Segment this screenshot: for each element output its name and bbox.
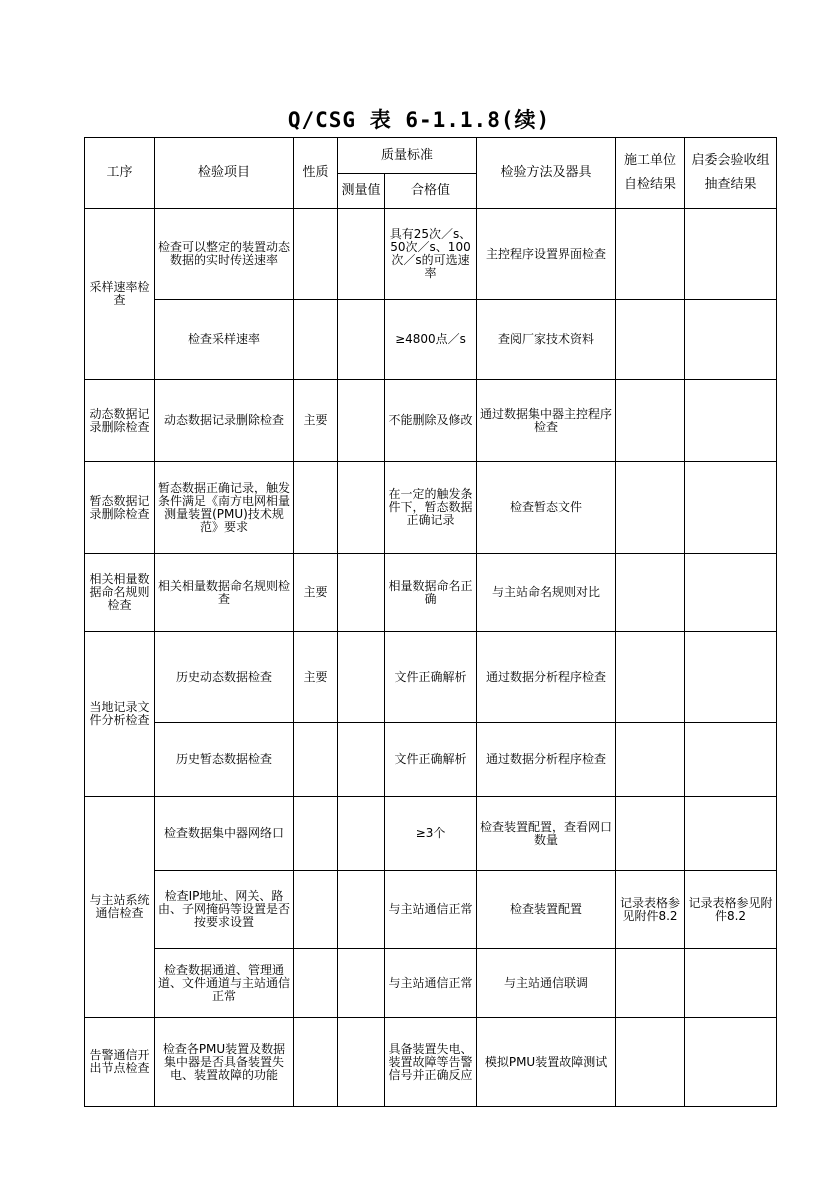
process-cell: 动态数据记录删除检查 <box>85 380 155 462</box>
nature-cell <box>294 462 338 554</box>
committee-result-cell <box>685 1018 777 1107</box>
nature-cell <box>294 723 338 797</box>
nature-cell: 主要 <box>294 380 338 462</box>
method-cell: 检查装置配置 <box>477 871 616 949</box>
table-row <box>85 871 777 949</box>
committee-result-cell <box>685 632 777 723</box>
method-cell: 与主站通信联调 <box>477 949 616 1018</box>
standard-cell: 具备装置失电、装置故障等告警信号并正确反应 <box>385 1018 477 1107</box>
process-cell: 告警通信开出节点检查 <box>85 1018 155 1107</box>
standard-cell: ≥4800点／s <box>385 300 477 380</box>
committee-result-cell <box>685 797 777 871</box>
item-cell: 历史动态数据检查 <box>155 632 294 723</box>
item-cell: 相关相量数据命名规则检查 <box>155 554 294 632</box>
nature-cell <box>294 871 338 949</box>
contractor-result-cell: 记录表格参见附件8.2 <box>616 871 685 949</box>
inspection-table <box>84 137 777 1107</box>
nature-cell <box>294 797 338 871</box>
standard-cell: 具有25次／s、50次／s、100次／s的可选速率 <box>385 209 477 300</box>
measured-cell <box>338 209 385 300</box>
measured-cell <box>338 797 385 871</box>
item-cell: 检查数据集中器网络口 <box>155 797 294 871</box>
committee-result-cell <box>685 209 777 300</box>
measured-cell <box>338 462 385 554</box>
committee-result-cell <box>685 380 777 462</box>
process-cell: 采样速率检查 <box>85 209 155 380</box>
method-cell: 检查装置配置，查看网口数量 <box>477 797 616 871</box>
header-nature: 性质 <box>294 138 338 209</box>
process-cell: 相关相量数据命名规则检查 <box>85 554 155 632</box>
measured-cell <box>338 871 385 949</box>
process-cell: 与主站系统通信检查 <box>85 797 155 1018</box>
measured-cell <box>338 300 385 380</box>
method-cell: 主控程序设置界面检查 <box>477 209 616 300</box>
contractor-result-cell <box>616 723 685 797</box>
measured-cell <box>338 632 385 723</box>
standard-cell: 不能删除及修改 <box>385 380 477 462</box>
item-cell: 历史暂态数据检查 <box>155 723 294 797</box>
item-cell: 动态数据记录删除检查 <box>155 380 294 462</box>
table-row <box>85 300 777 380</box>
method-cell: 与主站命名规则对比 <box>477 554 616 632</box>
standard-cell: ≥3个 <box>385 797 477 871</box>
table-row <box>85 209 777 300</box>
item-cell: 检查IP地址、网关、路由、子网掩码等设置是否按要求设置 <box>155 871 294 949</box>
measured-cell <box>338 1018 385 1107</box>
committee-result-cell: 记录表格参见附件8.2 <box>685 871 777 949</box>
standard-cell: 在一定的触发条件下，暂态数据正确记录 <box>385 462 477 554</box>
method-cell: 通过数据分析程序检查 <box>477 723 616 797</box>
contractor-result-cell <box>616 209 685 300</box>
measured-cell <box>338 554 385 632</box>
committee-result-cell <box>685 462 777 554</box>
header-item: 检验项目 <box>155 138 294 209</box>
method-cell: 通过数据集中器主控程序检查 <box>477 380 616 462</box>
header-qualified: 合格值 <box>385 174 477 209</box>
nature-cell <box>294 209 338 300</box>
nature-cell <box>294 949 338 1018</box>
committee-result-cell <box>685 554 777 632</box>
header-row <box>85 138 777 174</box>
item-cell: 检查采样速率 <box>155 300 294 380</box>
method-cell: 通过数据分析程序检查 <box>477 632 616 723</box>
nature-cell: 主要 <box>294 554 338 632</box>
contractor-result-cell <box>616 554 685 632</box>
process-cell: 暂态数据记录删除检查 <box>85 462 155 554</box>
measured-cell <box>338 380 385 462</box>
table-row <box>85 632 777 723</box>
table-row <box>85 462 777 554</box>
table-row <box>85 1018 777 1107</box>
header-measured: 测量值 <box>338 174 385 209</box>
contractor-result-cell <box>616 1018 685 1107</box>
method-cell: 模拟PMU装置故障测试 <box>477 1018 616 1107</box>
table-row <box>85 797 777 871</box>
contractor-result-cell <box>616 380 685 462</box>
contractor-result-cell <box>616 797 685 871</box>
nature-cell: 主要 <box>294 632 338 723</box>
table-row <box>85 723 777 797</box>
contractor-result-cell <box>616 949 685 1018</box>
table-row <box>85 554 777 632</box>
table-row <box>85 949 777 1018</box>
header-committee-result: 启委会验收组抽查结果 <box>685 138 777 209</box>
nature-cell <box>294 300 338 380</box>
page-title: Q/CSG 表 6-1.1.8(续) <box>287 108 551 132</box>
contractor-result-cell <box>616 300 685 380</box>
contractor-result-cell <box>616 462 685 554</box>
measured-cell <box>338 723 385 797</box>
contractor-result-cell <box>616 632 685 723</box>
committee-result-cell <box>685 949 777 1018</box>
standard-cell: 文件正确解析 <box>385 632 477 723</box>
table-row <box>85 380 777 462</box>
header-contractor-result: 施工单位自检结果 <box>616 138 685 209</box>
header-process: 工序 <box>85 138 155 209</box>
item-cell: 检查各PMU装置及数据集中器是否具备装置失电、装置故障的功能 <box>155 1018 294 1107</box>
process-cell: 当地记录文件分析检查 <box>85 632 155 797</box>
method-cell: 检查暂态文件 <box>477 462 616 554</box>
measured-cell <box>338 949 385 1018</box>
header-quality-standard: 质量标准 <box>338 138 477 174</box>
header-method: 检验方法及器具 <box>477 138 616 209</box>
item-cell: 检查可以整定的装置动态数据的实时传送速率 <box>155 209 294 300</box>
nature-cell <box>294 1018 338 1107</box>
committee-result-cell <box>685 300 777 380</box>
standard-cell: 与主站通信正常 <box>385 949 477 1018</box>
standard-cell: 相量数据命名正确 <box>385 554 477 632</box>
standard-cell: 与主站通信正常 <box>385 871 477 949</box>
committee-result-cell <box>685 723 777 797</box>
item-cell: 检查数据通道、管理通道、文件通道与主站通信正常 <box>155 949 294 1018</box>
method-cell: 查阅厂家技术资料 <box>477 300 616 380</box>
item-cell: 暂态数据正确记录，触发条件满足《南方电网相量测量装置(PMU)技术规范》要求 <box>155 462 294 554</box>
standard-cell: 文件正确解析 <box>385 723 477 797</box>
